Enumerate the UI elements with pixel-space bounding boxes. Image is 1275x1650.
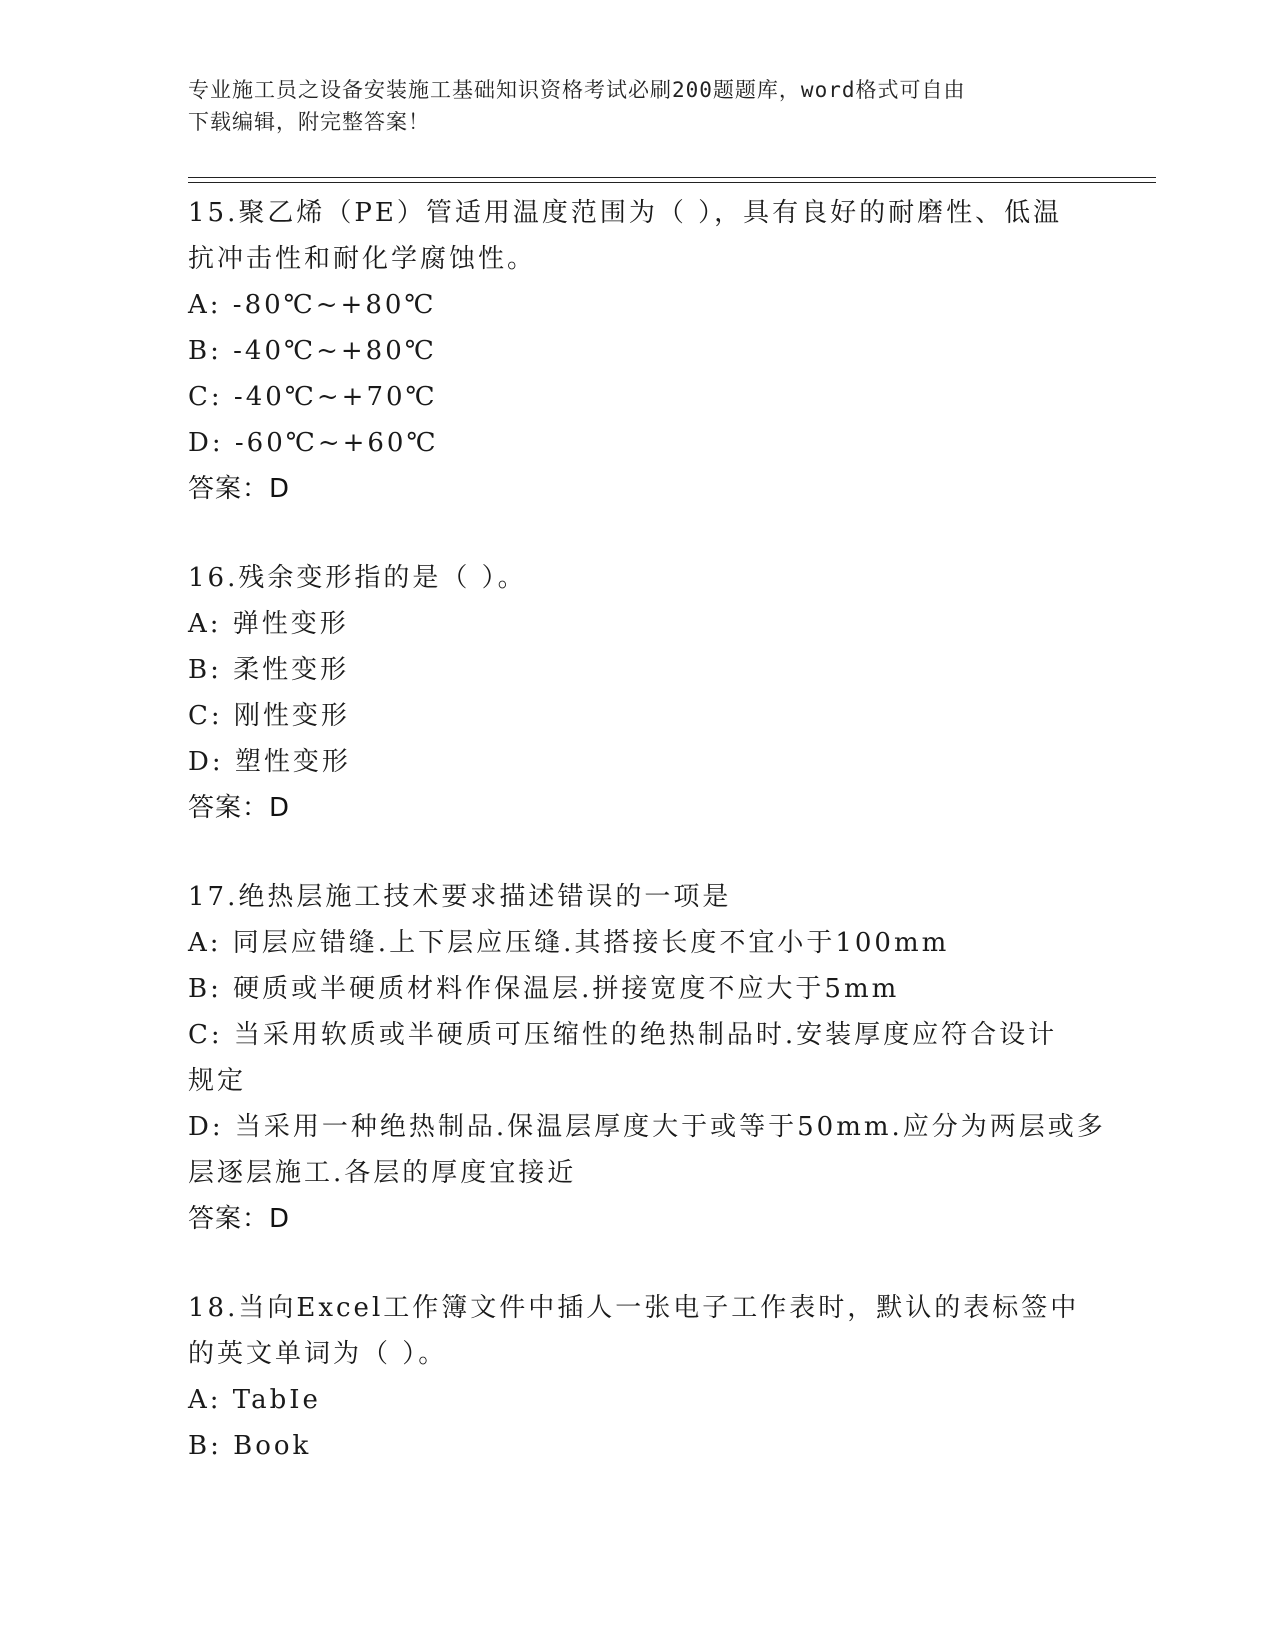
option-a: A: 弹性变形 [188,609,349,639]
question-stem: 17.绝热层施工技术要求描述错误的一项是 [188,882,732,912]
question-17 [188,874,1118,1242]
option-d-continued: 层逐层施工.各层的厚度宜接近 [188,1158,577,1188]
option-b: B: 硬质或半硬质材料作保温层.拼接宽度不应大于5mm [188,974,900,1004]
option-c-continued: 规定 [188,1066,247,1096]
answer: 答案：D [188,793,291,823]
header-line-2: 下载编辑，附完整答案！ [188,110,430,134]
question-stem: 抗冲击性和耐化学腐蚀性。 [188,244,537,274]
option-d: D: 塑性变形 [188,747,351,777]
option-a: A: 同层应错缝.上下层应压缝.其搭接长度不宜小于100mm [188,928,950,958]
answer: 答案：D [188,1204,291,1234]
header-divider-top [188,177,1156,178]
option-d: D: -60℃~+60℃ [188,428,439,458]
question-stem: 15.聚乙烯（PE）管适用温度范围为（ ），具有良好的耐磨性、低温 [188,198,1063,228]
header-line-1: 专业施工员之设备安装施工基础知识资格考试必刷200题题库，word格式可自由 [188,78,966,102]
question-stem: 16.残余变形指的是（ ）。 [188,563,527,593]
option-a: A: -80℃~+80℃ [188,290,437,320]
option-c: C: -40℃~+70℃ [188,382,438,412]
question-18 [188,1285,1118,1469]
document-header [188,74,1088,138]
option-c: C: 当采用软质或半硬质可压缩性的绝热制品时.安装厚度应符合设计 [188,1020,1058,1050]
answer: 答案：D [188,474,291,504]
question-15 [188,190,1118,512]
option-b: B: -40℃~+80℃ [188,336,437,366]
question-16 [188,555,1118,831]
option-d: D: 当采用一种绝热制品.保温层厚度大于或等于50mm.应分为两层或多 [188,1112,1106,1142]
option-a: A: TabIe [188,1385,321,1415]
option-b: B: 柔性变形 [188,655,350,685]
option-b: B: Book [188,1431,312,1461]
header-divider-bottom [188,182,1156,183]
question-stem: 的英文单词为（ ）。 [188,1339,448,1369]
option-c: C: 刚性变形 [188,701,350,731]
question-stem: 18.当向Excel工作簿文件中插人一张电子工作表时，默认的表标签中 [188,1293,1080,1323]
